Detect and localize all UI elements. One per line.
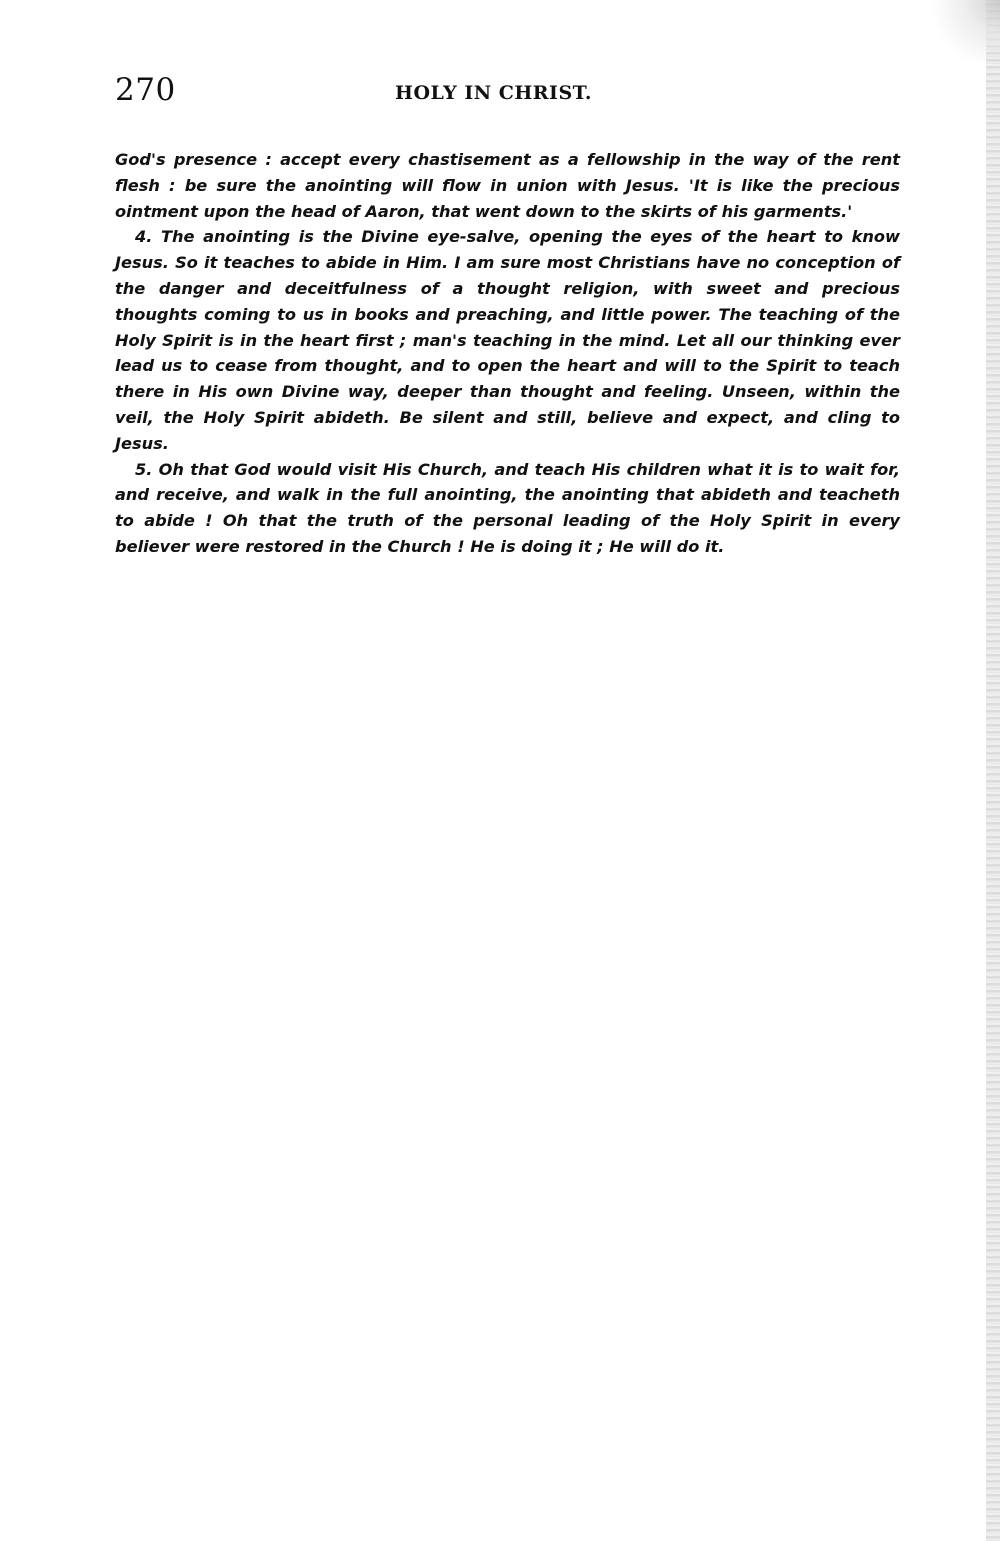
page-number: 270 [115,72,176,108]
page-header [115,72,900,112]
page-edge [986,0,1000,1541]
paragraph-continuation: God's presence : accept every chastisement as a fellowship in the way of the rent flesh : be sure the anointing will flow in union with Jesus. 'It is like the precious ointment upon the head of Aaron, that went down to the skirts of his garments.' [115,150,900,221]
paragraph-5: 5. Oh that God would visit His Church, and teach His children what it is to wait for, and receive, and walk in the full anointing, the anointing that abideth and teacheth to abide ! Oh that the truth of the personal leading of the Holy Spirit in every believer were restored in the Church ! He is doing it ; He will do it. [115,459,900,556]
corner-speckle [920,0,1000,60]
body-text [115,147,900,560]
running-title: HOLY IN CHRIST. [395,82,592,104]
paragraph-4: 4. The anointing is the Divine eye-salve, opening the eyes of the heart to know Jesus. So it teaches to abide in Him. I am sure most Christians have no conception of the danger and deceitfulness of a thought religion, with sweet and precious thoughts coming to us in books and preaching, and little power. The teaching of the Holy Spirit is in the heart first ; man's teaching in the mind. Let all our thinking ever lead us to cease from thought, and to open the heart and will to the Spirit to teach there in His own Divine way, deeper than thought and feeling. Unseen, within the veil, the Holy Spirit abideth. Be silent and still, believe and expect, and cling to Jesus. [115,227,900,453]
